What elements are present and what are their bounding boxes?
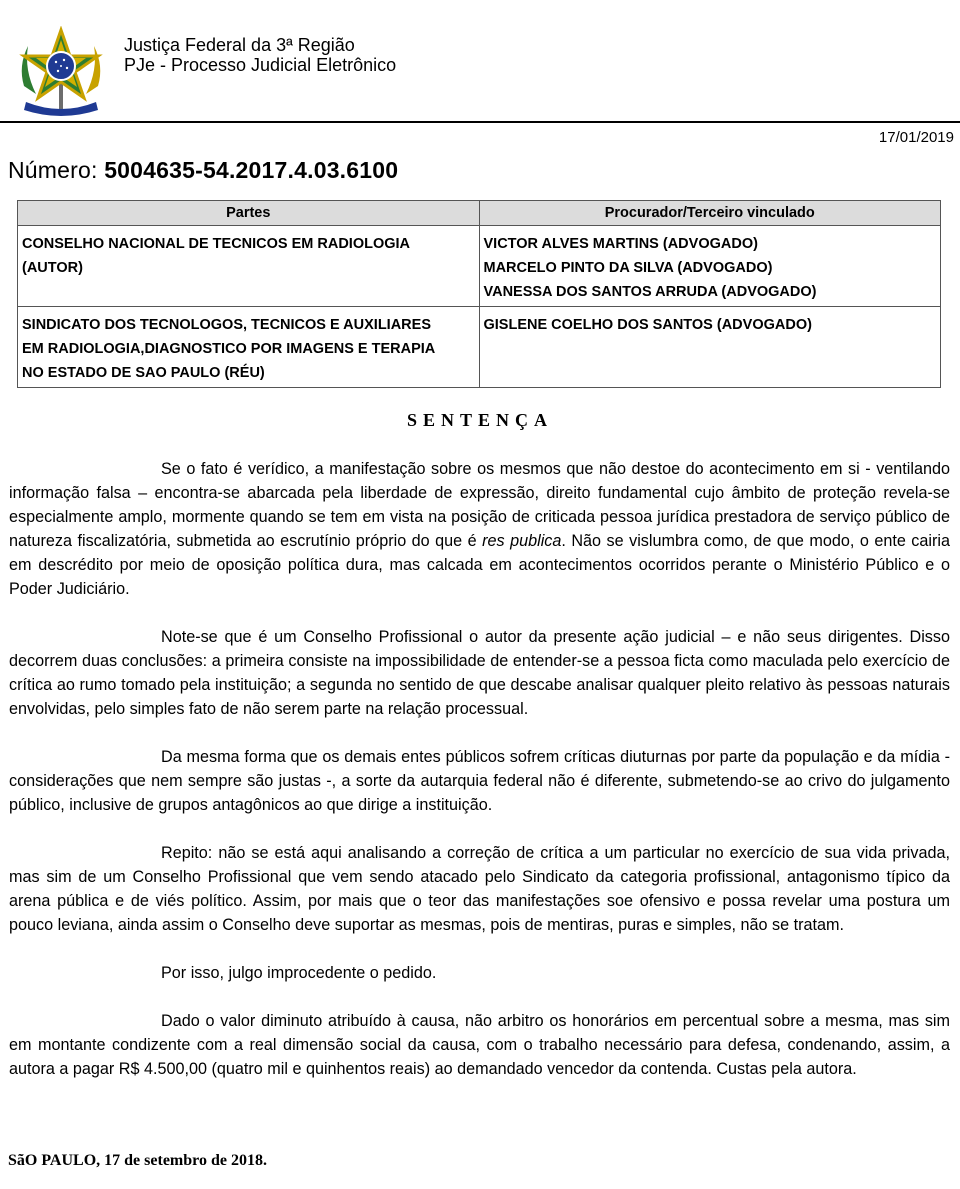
party-line: EM RADIOLOGIA,DIAGNOSTICO POR IMAGENS E TERAPIA: [22, 341, 436, 357]
party-line: NO ESTADO DE SAO PAULO (RÉU): [22, 365, 265, 381]
attorney-line: VANESSA DOS SANTOS ARRUDA (ADVOGADO): [483, 284, 817, 300]
paragraph: Por isso, julgo improcedente o pedido.: [161, 964, 437, 982]
attorney-cell: [479, 307, 941, 388]
paragraph: [9, 457, 950, 601]
process-number-label: Número:: [8, 157, 98, 183]
process-number: [8, 157, 398, 184]
table-row: [18, 307, 941, 388]
document-date: 17/01/2019: [878, 129, 954, 146]
latin-term: res publica: [482, 532, 562, 550]
place-and-date: SãO PAULO, 17 de setembro de 2018.: [8, 1152, 267, 1169]
paragraph-text: Se o fato é verídico, a manifestação sobre os mesmos que não destoe do acontecimento em si - ventilando informação falsa – encontra-se abarcada pela liberdade de expressão, direito fundamental cujo âmbito de proteção revela-se especialmente amplo, mormente quando se tem em vista na posição de criticada pessoa jurídica prestadora de serviço público de natureza fiscalizatória, submetida ao escrutínio próprio do que é: [9, 460, 950, 550]
party-line: CONSELHO NACIONAL DE TECNICOS EM RADIOLOGIA: [22, 236, 411, 252]
attorney-line: GISLENE COELHO DOS SANTOS (ADVOGADO): [483, 317, 812, 333]
party-cell: [18, 226, 480, 307]
paragraph: Da mesma forma que os demais entes públicos sofrem críticas diuturnas por parte da população e da mídia - considerações que nem sempre são justas -, a sorte da autarquia federal não é diferente, submetendo-se ao crivo do julgamento público, inclusive de grupos antagônicos ao que dirige a instituição.: [9, 748, 950, 814]
table-header-row: [18, 201, 941, 226]
header-partes: Partes: [18, 201, 480, 226]
party-cell: [18, 307, 480, 388]
paragraph-text: . Não se vislumbra como, de que modo, o ente cairia em descrédito por meio de oposição política dura, mas calcada em acontecimentos ocorridos perante o Ministério Público e o Poder Judiciário.: [9, 532, 950, 598]
parties-table: [17, 200, 941, 388]
process-number-value: 5004635-54.2017.4.03.6100: [104, 157, 399, 183]
org-line-2: PJe - Processo Judicial Eletrônico: [124, 55, 397, 75]
paragraph: Repito: não se está aqui analisando a correção de crítica a um particular no exercício de sua vida privada, mas sim de um Conselho Profissional que vem sendo atacado pelo Sindicato da categoria profissional, antagonismo típico da arena pública e de viés político. Assim, por mais que o teor das manifestações soe ofensivo e possa revelar uma postura um pouco leviana, ainda assim o Conselho deve suportar as mesmas, pois de mentiras, puras e simples, não se tratam.: [9, 844, 950, 934]
party-line: SINDICATO DOS TECNOLOGOS, TECNICOS E AUXILIARES: [22, 317, 431, 333]
attorney-line: MARCELO PINTO DA SILVA (ADVOGADO): [483, 260, 773, 276]
attorney-line: VICTOR ALVES MARTINS (ADVOGADO): [483, 236, 758, 252]
attorney-cell: [479, 226, 941, 307]
party-line: (AUTOR): [22, 260, 83, 276]
header-divider: [0, 121, 960, 123]
brazil-coat-of-arms-icon: [14, 26, 108, 118]
header-procurador: Procurador/Terceiro vinculado: [479, 201, 941, 226]
org-line-1: Justiça Federal da 3ª Região: [124, 35, 355, 55]
document-header: [0, 0, 960, 122]
sentence-body: [9, 457, 950, 1081]
paragraph: Note-se que é um Conselho Profissional o autor da presente ação judicial – e não seus dirigentes. Disso decorrem duas conclusões: a primeira consiste na impossibilidade de entender-se a pessoa ficta como maculada pelo exercício de crítica ao rumo tomado pela instituição; a segunda no sentido de que descabe analisar qualquer pleito relativo às pessoas naturais envolvidas, pelo simples fato de não serem parte na relação processual.: [9, 628, 950, 718]
paragraph: Dado o valor diminuto atribuído à causa, não arbitro os honorários em percentual sobre a mesma, mas sim em montante condizente com a real dimensão social da causa, com o trabalho necessário para defesa, condenando, assim, a autora a pagar R$ 4.500,00 (quatro mil e quinhentos reais) ao demandado vencedor da contenda. Custas pela autora.: [9, 1012, 950, 1078]
organization-name: [124, 35, 396, 75]
sentence-title: SENTENÇA: [406, 410, 554, 430]
table-row: [18, 226, 941, 307]
